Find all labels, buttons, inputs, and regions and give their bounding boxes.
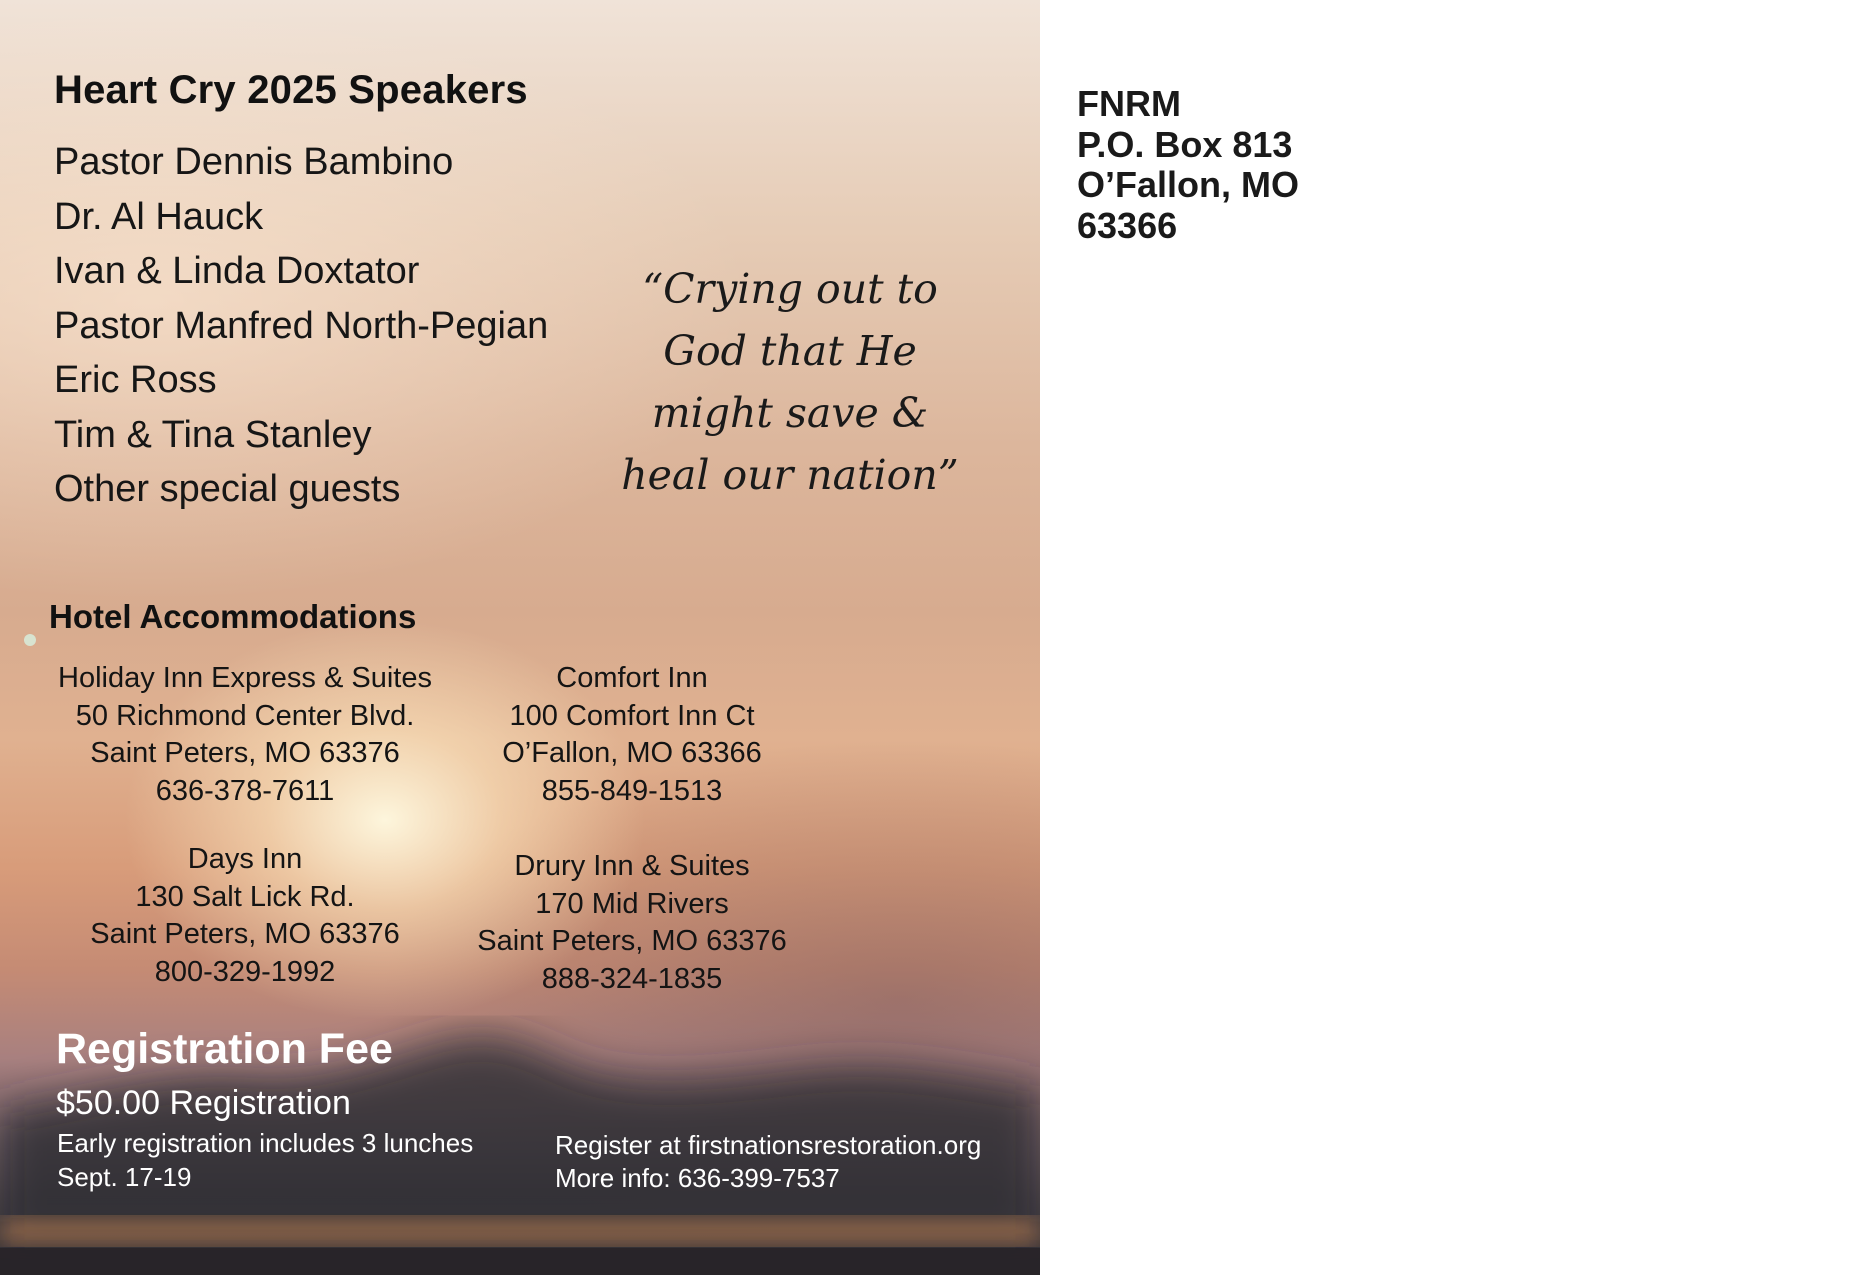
speaker-item: Dr. Al Hauck [54,195,264,238]
speaker-item: Eric Ross [54,359,217,401]
hotel-street: 50 Richmond Center Blvd. [75,699,415,732]
hotel-phone: 800-329-1992 [154,955,336,988]
hotel-street: 130 Salt Lick Rd. [135,880,355,913]
speaker-item: Other special guests [54,468,401,510]
registration-note: Early registration includes 3 lunches [57,1128,474,1158]
hotel-city: Saint Peters, MO 63376 [477,925,787,957]
mailing-city: O’Fallon, MO [1077,164,1299,205]
hotel-phone: 855-849-1513 [541,774,723,807]
speaker-item: Tim & Tina Stanley [54,413,372,456]
quote-line: God that He [663,327,917,375]
hotel-holiday-inn [35,660,455,810]
speaker-item: Ivan & Linda Doxtator [54,250,420,292]
speaker-item: Pastor Manfred North-Pegian [54,304,549,347]
mailing-zip: 63366 [1077,204,1178,246]
hotel-street: 100 Comfort Inn Ct [509,699,755,732]
hotel-city: Saint Peters, MO 63376 [90,737,400,769]
hotel-phone: 636-378-7611 [155,774,335,807]
mailing-org: FNRM [1077,83,1181,124]
hotel-days-inn [35,841,455,991]
registration-title: Registration Fee [56,1025,393,1073]
hotel-accommodations-title: Hotel Accommodations [49,598,417,635]
quote-line: “Crying out to [642,265,938,313]
registration-info-phone: More info: 636-399-7537 [555,1163,840,1193]
hotel-name: Holiday Inn Express & Suites [58,662,432,694]
speaker-item: Pastor Dennis Bambino [54,141,454,183]
mailing-box: P.O. Box 813 [1077,123,1293,165]
quote-line: heal our nation” [621,451,959,499]
registration-amount: $50.00 Registration [56,1084,351,1122]
hotel-comfort-inn [462,660,802,810]
quote-line: might save & [651,389,929,437]
speaker-list [54,135,548,517]
speakers-title: Heart Cry 2025 Speakers [54,68,528,112]
mailing-address [1077,84,1299,246]
hotel-city: Saint Peters, MO 63376 [90,918,400,950]
hotel-street: 170 Mid Rivers [535,887,729,920]
hotel-name: Days Inn [187,843,303,875]
registration-dates: Sept. 17-19 [57,1162,192,1192]
prayer-quote [600,258,980,506]
hotel-drury-inn [442,848,822,998]
hotel-city: O’Fallon, MO 63366 [502,737,762,769]
hotel-name: Drury Inn & Suites [514,850,750,882]
hotel-phone: 888-324-1835 [541,962,723,995]
hotel-name: Comfort Inn [556,662,708,694]
registration-website: Register at firstnationsrestoration.org [555,1130,982,1160]
